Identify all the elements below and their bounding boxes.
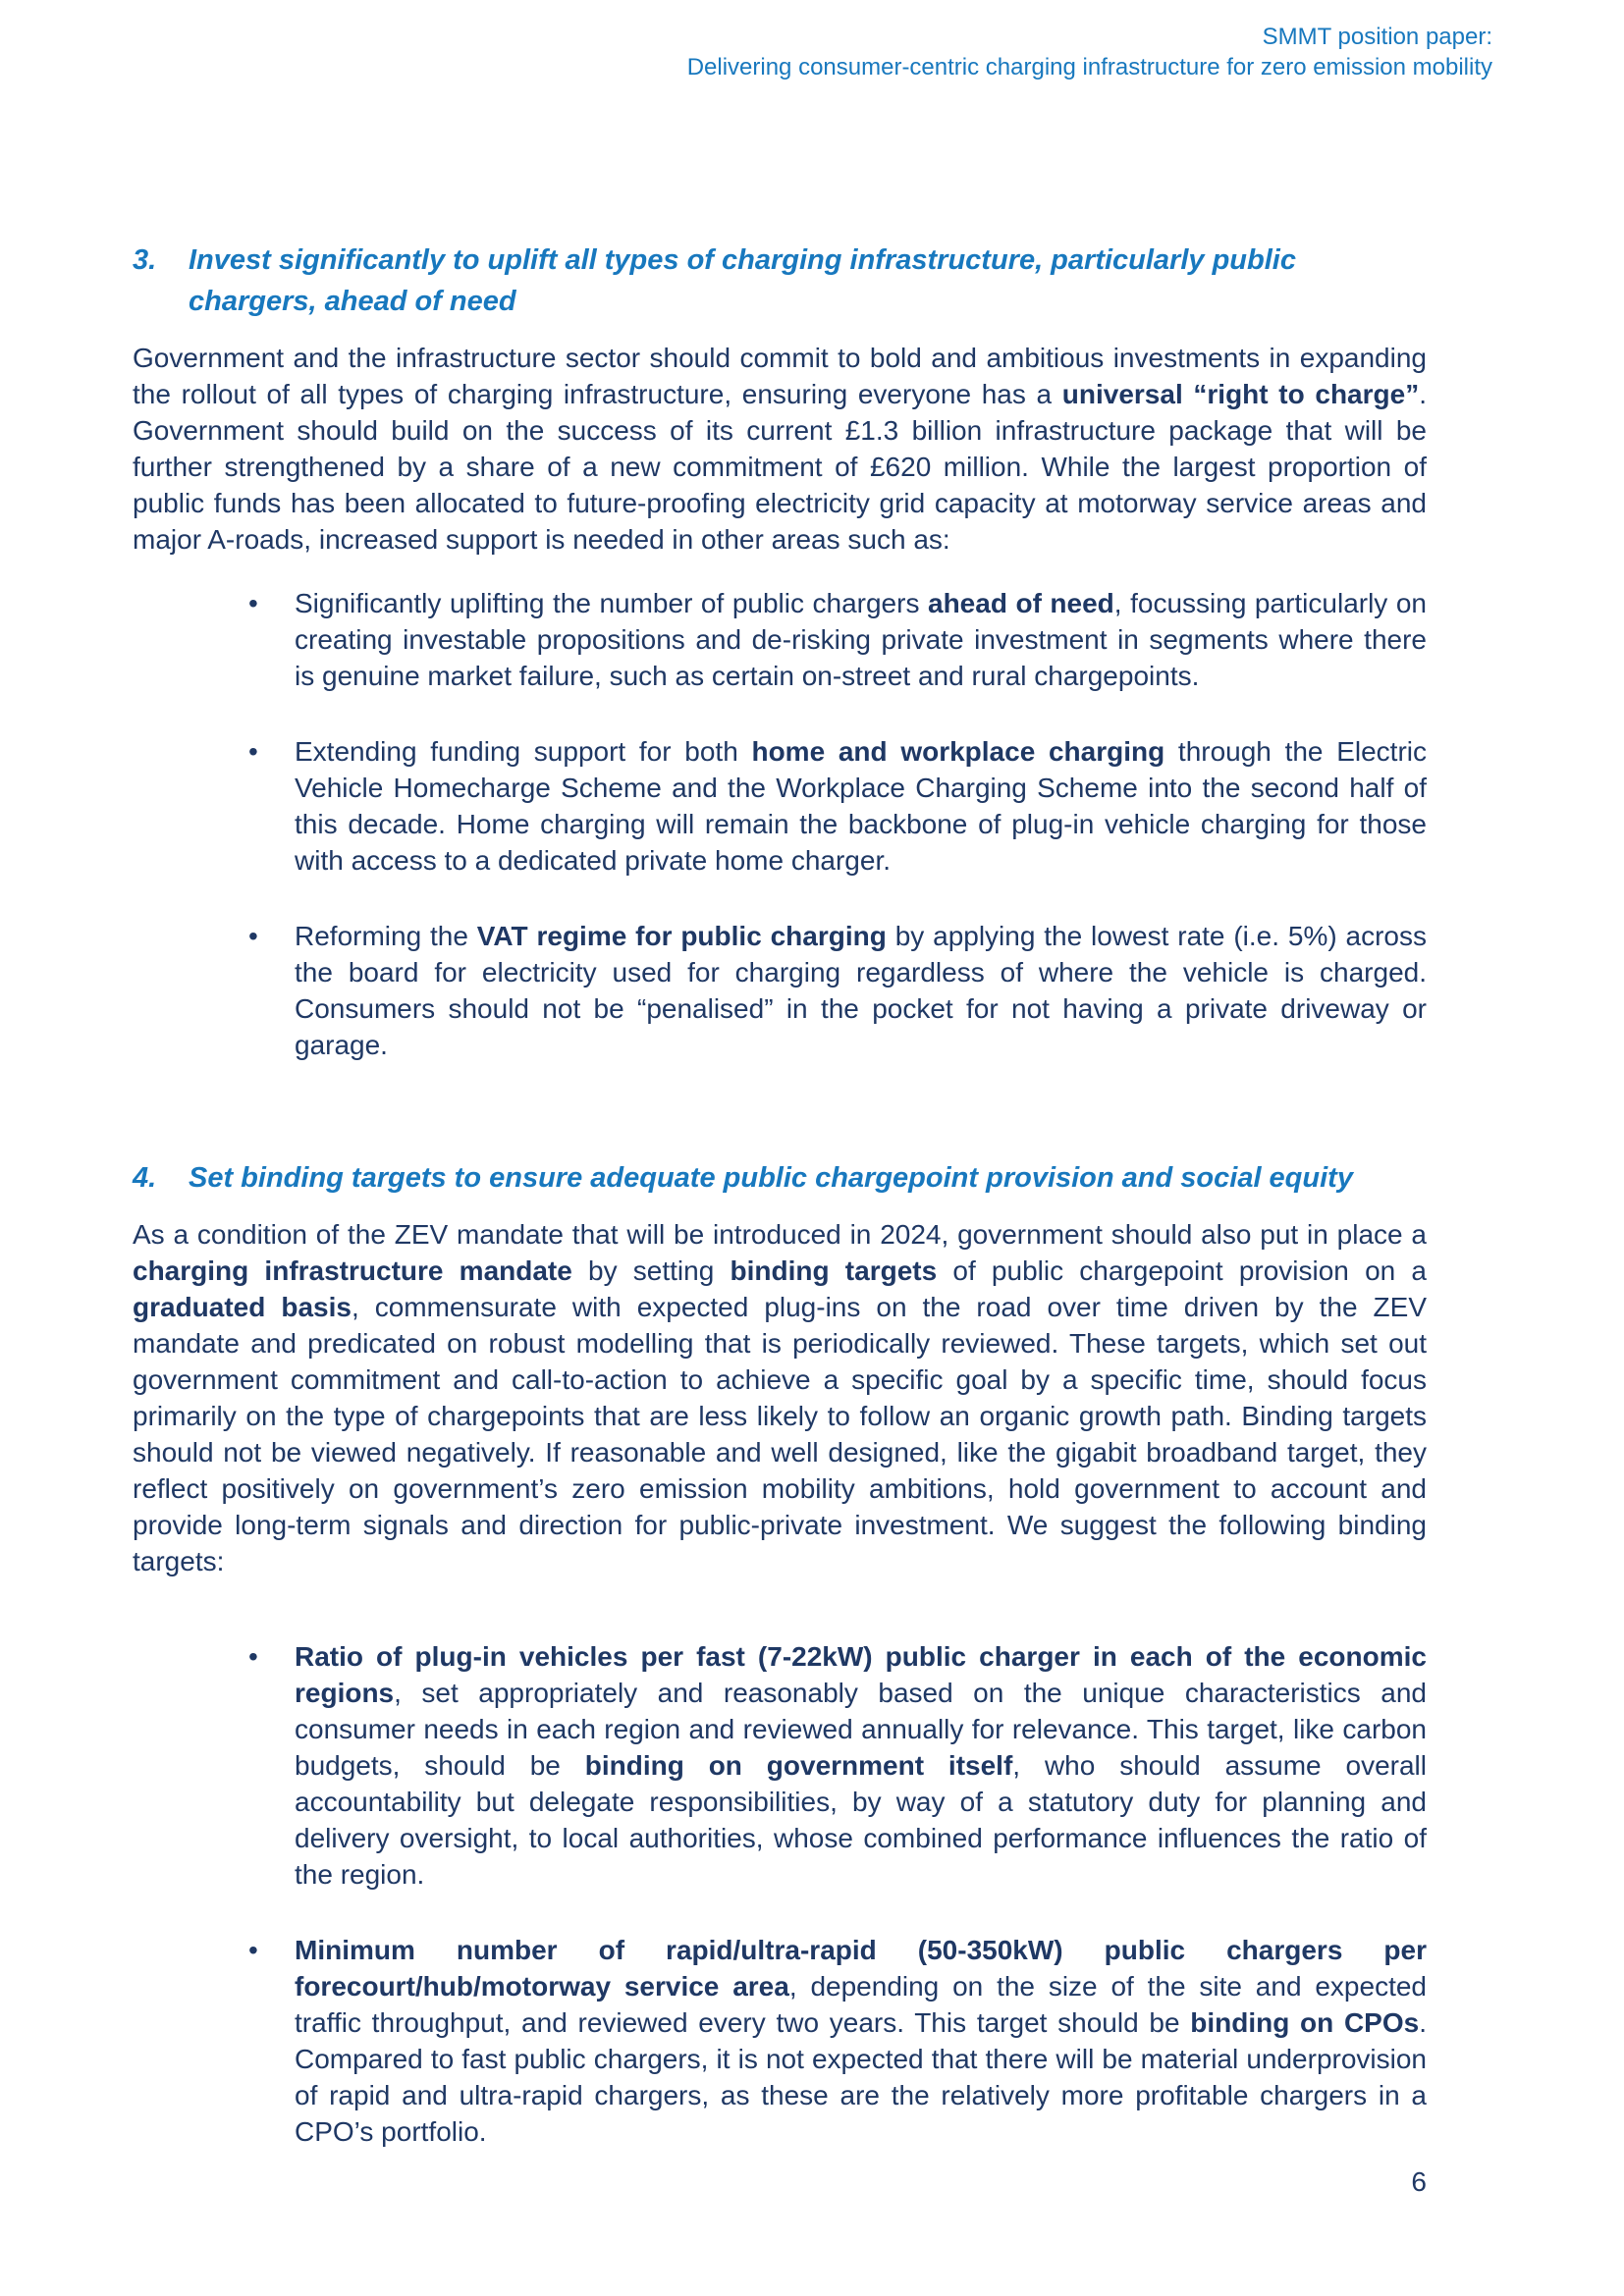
bullet-marker-icon: • bbox=[248, 736, 258, 767]
bold-text-run: Minimum number of rapid/ultra-rapid (50-350kW) public chargers per forecourt/hub/motorway service area bbox=[295, 1935, 1427, 2002]
bullet-marker-icon: • bbox=[248, 1935, 258, 1965]
text-run: by setting bbox=[571, 1255, 731, 1286]
section-number: 3. bbox=[133, 244, 157, 276]
text-run: by applying the lowest rate (i.e. 5%) across the board for electricity used for charging regardless of where the vehicle is charged. Consumers should not be “penalised” in the pocket for not having a private driveway or garage. bbox=[295, 921, 1427, 1060]
header-line-1: SMMT position paper: bbox=[1262, 24, 1492, 50]
text-run: Extending funding support for both bbox=[295, 736, 752, 767]
bullet-item bbox=[133, 1932, 1427, 2150]
bullet-text bbox=[295, 1641, 1427, 1890]
text-run: As a condition of the ZEV mandate that will be introduced in 2024, government should also put in place a bbox=[133, 1219, 1427, 1250]
text-run: , commensurate with expected plug-ins on the road over time driven by the ZEV mandate and predicated on robust modelling that is periodically reviewed. These targets, which set out government commitment and call-to-action to achieve a specific goal by a specific time, should focus primarily on the type of chargepoints that are less likely to follow an organic growth path. Binding targets should not be viewed negatively. If reasonable and well designed, like the gigabit broadband target, they reflect positively on government’s zero emission mobility ambitions, hold government to account and provide long-term signals and direction for public-private investment. We suggest the following binding targets: bbox=[133, 1292, 1427, 1576]
text-run: Significantly uplifting the number of public chargers bbox=[295, 588, 928, 618]
paragraph bbox=[133, 1216, 1427, 1579]
section-4 bbox=[133, 1157, 1427, 2150]
section-heading bbox=[133, 240, 1427, 322]
bullet-text bbox=[295, 921, 1427, 1060]
bullet-text bbox=[295, 588, 1427, 691]
section-number: 4. bbox=[133, 1162, 157, 1194]
section-title: Invest significantly to uplift all types of charging infrastructure, particularly public chargers, ahead of need bbox=[189, 244, 1296, 317]
text-run: of public chargepoint provision on a bbox=[937, 1255, 1427, 1286]
text-run: , depending on the size of the site and expected traffic throughput, and reviewed every two years. This target should be bbox=[295, 1971, 1427, 2038]
bullet-marker-icon: • bbox=[248, 1641, 258, 1672]
bullet-item bbox=[133, 918, 1427, 1063]
bullet-text bbox=[295, 1935, 1427, 2147]
bullet-marker-icon: • bbox=[248, 921, 258, 951]
text-run: , focussing particularly on creating investable propositions and de-risking private investment in segments where there is genuine market failure, such as certain on-street and rural chargepoints. bbox=[295, 588, 1427, 691]
bullet-text bbox=[295, 736, 1427, 876]
bullet-list bbox=[133, 585, 1427, 1063]
section-heading bbox=[133, 1157, 1427, 1199]
bold-text-run: universal “right to charge” bbox=[1061, 379, 1420, 409]
bold-text-run: graduated basis bbox=[133, 1292, 352, 1322]
bold-text-run: binding on CPOs bbox=[1190, 2007, 1420, 2038]
bold-text-run: Ratio of plug-in vehicles per fast (7-22kW) public charger in each of the economic regions bbox=[295, 1641, 1427, 1708]
bold-text-run: binding on government itself bbox=[584, 1750, 1013, 1781]
page-header bbox=[687, 22, 1492, 82]
bold-text-run: binding targets bbox=[730, 1255, 938, 1286]
text-run: Government and the infrastructure sector should commit to bold and ambitious investments in expanding the rollout of all types of charging infrastructure, ensuring everyone has a bbox=[133, 343, 1427, 409]
text-run: . Compared to fast public chargers, it is not expected that there will be material underprovision of rapid and ultra-rapid chargers, as these are the relatively more profitable chargers in a CPO’s portfolio. bbox=[295, 2007, 1427, 2147]
text-run: , set appropriately and reasonably based on the unique characteristics and consumer needs in each region and reviewed annually for relevance. This target, like carbon budgets, should be bbox=[295, 1678, 1427, 1781]
text-run: through the Electric Vehicle Homecharge Scheme and the Workplace Charging Scheme into the second half of this decade. Home charging will remain the backbone of plug-in vehicle charging for those with access to a dedicated private home charger. bbox=[295, 736, 1427, 876]
text-run: , who should assume overall accountability but delegate responsibilities, by way of a statutory duty for planning and delivery oversight, to local authorities, whose combined performance influences the ratio of the region. bbox=[295, 1750, 1427, 1890]
bold-text-run: ahead of need bbox=[928, 588, 1114, 618]
paragraph bbox=[133, 340, 1427, 558]
section-3 bbox=[133, 240, 1427, 1063]
section-title: Set binding targets to ensure adequate public chargepoint provision and social equity bbox=[189, 1162, 1353, 1194]
bullet-item bbox=[133, 1638, 1427, 1893]
bold-text-run: charging infrastructure mandate bbox=[133, 1255, 572, 1286]
text-run: Reforming the bbox=[295, 921, 477, 951]
bullet-list bbox=[133, 1638, 1427, 2150]
page-number: 6 bbox=[1411, 2166, 1427, 2197]
bullet-marker-icon: • bbox=[248, 588, 258, 618]
bold-text-run: home and workplace charging bbox=[751, 736, 1165, 767]
bullet-item bbox=[133, 733, 1427, 879]
document-body bbox=[133, 84, 1427, 2150]
bullet-item bbox=[133, 585, 1427, 694]
header-line-2: Delivering consumer-centric charging infrastructure for zero emission mobility bbox=[686, 54, 1492, 80]
bold-text-run: VAT regime for public charging bbox=[476, 921, 887, 951]
text-run: . Government should build on the success of its current £1.3 billion infrastructure package that will be further strengthened by a share of a new commitment of £620 million. While the largest proportion of public funds has been allocated to future-proofing electricity grid capacity at motorway service areas and major A-roads, increased support is needed in other areas such as: bbox=[133, 379, 1427, 555]
